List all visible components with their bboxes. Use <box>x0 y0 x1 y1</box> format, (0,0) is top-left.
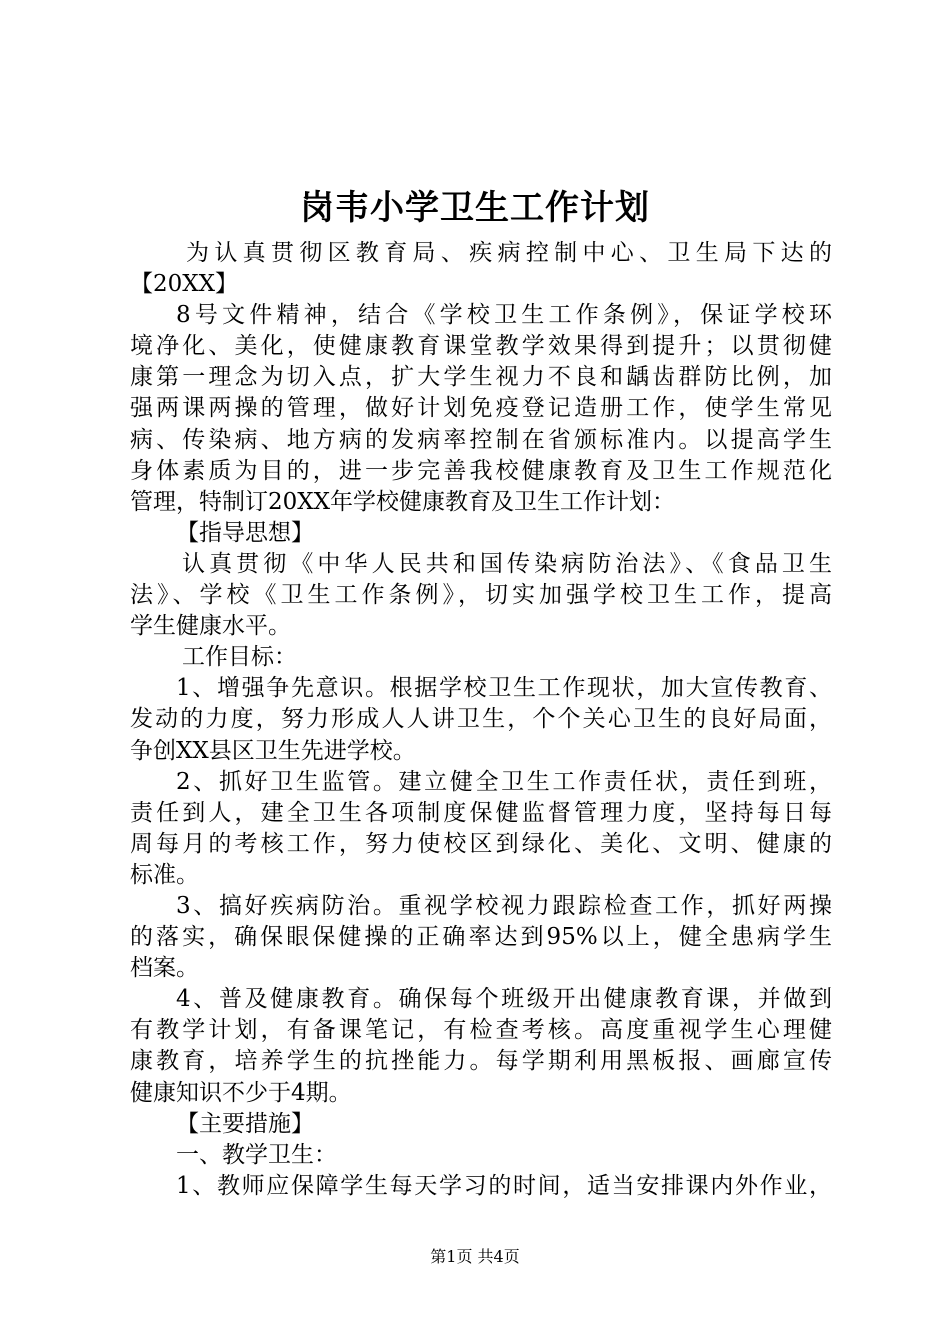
paragraph-line: 认真贯彻《中华人民共和国传染病防治法》、《食品卫生 <box>182 550 832 577</box>
paragraph-line: 标准。 <box>130 861 199 888</box>
paragraph-line: 【20XX】 <box>130 271 239 298</box>
paragraph-line: 健康知识不少于4期。 <box>130 1079 352 1106</box>
paragraph-line: 4、普及健康教育。确保每个班级开出健康教育课，并做到 <box>176 986 832 1013</box>
paragraph-line: 1、增强争先意识。根据学校卫生工作现状，加大宣传教育、 <box>176 675 832 702</box>
subsection-heading: 工作目标： <box>182 644 297 671</box>
paragraph-line: 身体素质为目的，进一步完善我校健康教育及卫生工作规范化 <box>130 457 832 484</box>
paragraph-line: 有教学计划，有备课笔记，有检查考核。高度重视学生心理健 <box>130 1017 832 1044</box>
paragraph-line: 责任到人，建全卫生各项制度保健监督管理力度，坚持每日每 <box>130 799 832 826</box>
paragraph-line: 争创XX县区卫生先进学校。 <box>130 737 416 764</box>
paragraph-line: 法》、学校《卫生工作条例》，切实加强学校卫生工作，提高 <box>130 582 832 609</box>
paragraph-line: 档案。 <box>130 955 199 982</box>
paragraph-line: 康教育，培养学生的抗挫能力。每学期利用黑板报、画廊宣传 <box>130 1048 832 1075</box>
paragraph-line: 病、传染病、地方病的发病率控制在省颁标准内。以提高学生 <box>130 426 832 453</box>
paragraph-line: 1、教师应保障学生每天学习的时间，适当安排课内外作业， <box>176 1172 832 1199</box>
paragraph-line: 康第一理念为切入点，扩大学生视力不良和龋齿群防比例，加 <box>130 364 832 391</box>
paragraph-line: 学生健康水平。 <box>130 613 291 640</box>
subsection-heading: 一、教学卫生： <box>176 1141 337 1168</box>
document-body <box>130 238 832 1202</box>
paragraph-line: 为认真贯彻区教育局、疾病控制中心、卫生局下达的 <box>186 240 832 266</box>
paragraph-line: 管理，特制订20XX年学校健康教育及卫生工作计划： <box>130 488 676 515</box>
document-title: 岗韦小学卫生工作计划 <box>300 188 650 228</box>
paragraph-line: 发动的力度，努力形成人人讲卫生，个个关心卫生的良好局面， <box>130 706 832 733</box>
paragraph-line: 的落实，确保眼保健操的正确率达到95%以上，健全患病学生 <box>130 924 832 951</box>
paragraph-line: 8号文件精神，结合《学校卫生工作条例》，保证学校环 <box>176 302 832 329</box>
page-footer: 第1页 共4页 <box>430 1247 520 1266</box>
section-heading: 【主要措施】 <box>176 1110 314 1137</box>
paragraph-line: 周每月的考核工作，努力使校区到绿化、美化、文明、健康的 <box>130 830 832 857</box>
paragraph-line: 境净化、美化，使健康教育课堂教学效果得到提升；以贯彻健 <box>130 333 832 360</box>
paragraph-line: 3、搞好疾病防治。重视学校视力跟踪检查工作，抓好两操 <box>176 892 832 919</box>
paragraph-line: 强两课两操的管理，做好计划免疫登记造册工作，使学生常见 <box>130 395 832 422</box>
section-heading: 【指导思想】 <box>176 519 314 546</box>
paragraph-line: 2、抓好卫生监管。建立健全卫生工作责任状，责任到班， <box>176 768 832 795</box>
